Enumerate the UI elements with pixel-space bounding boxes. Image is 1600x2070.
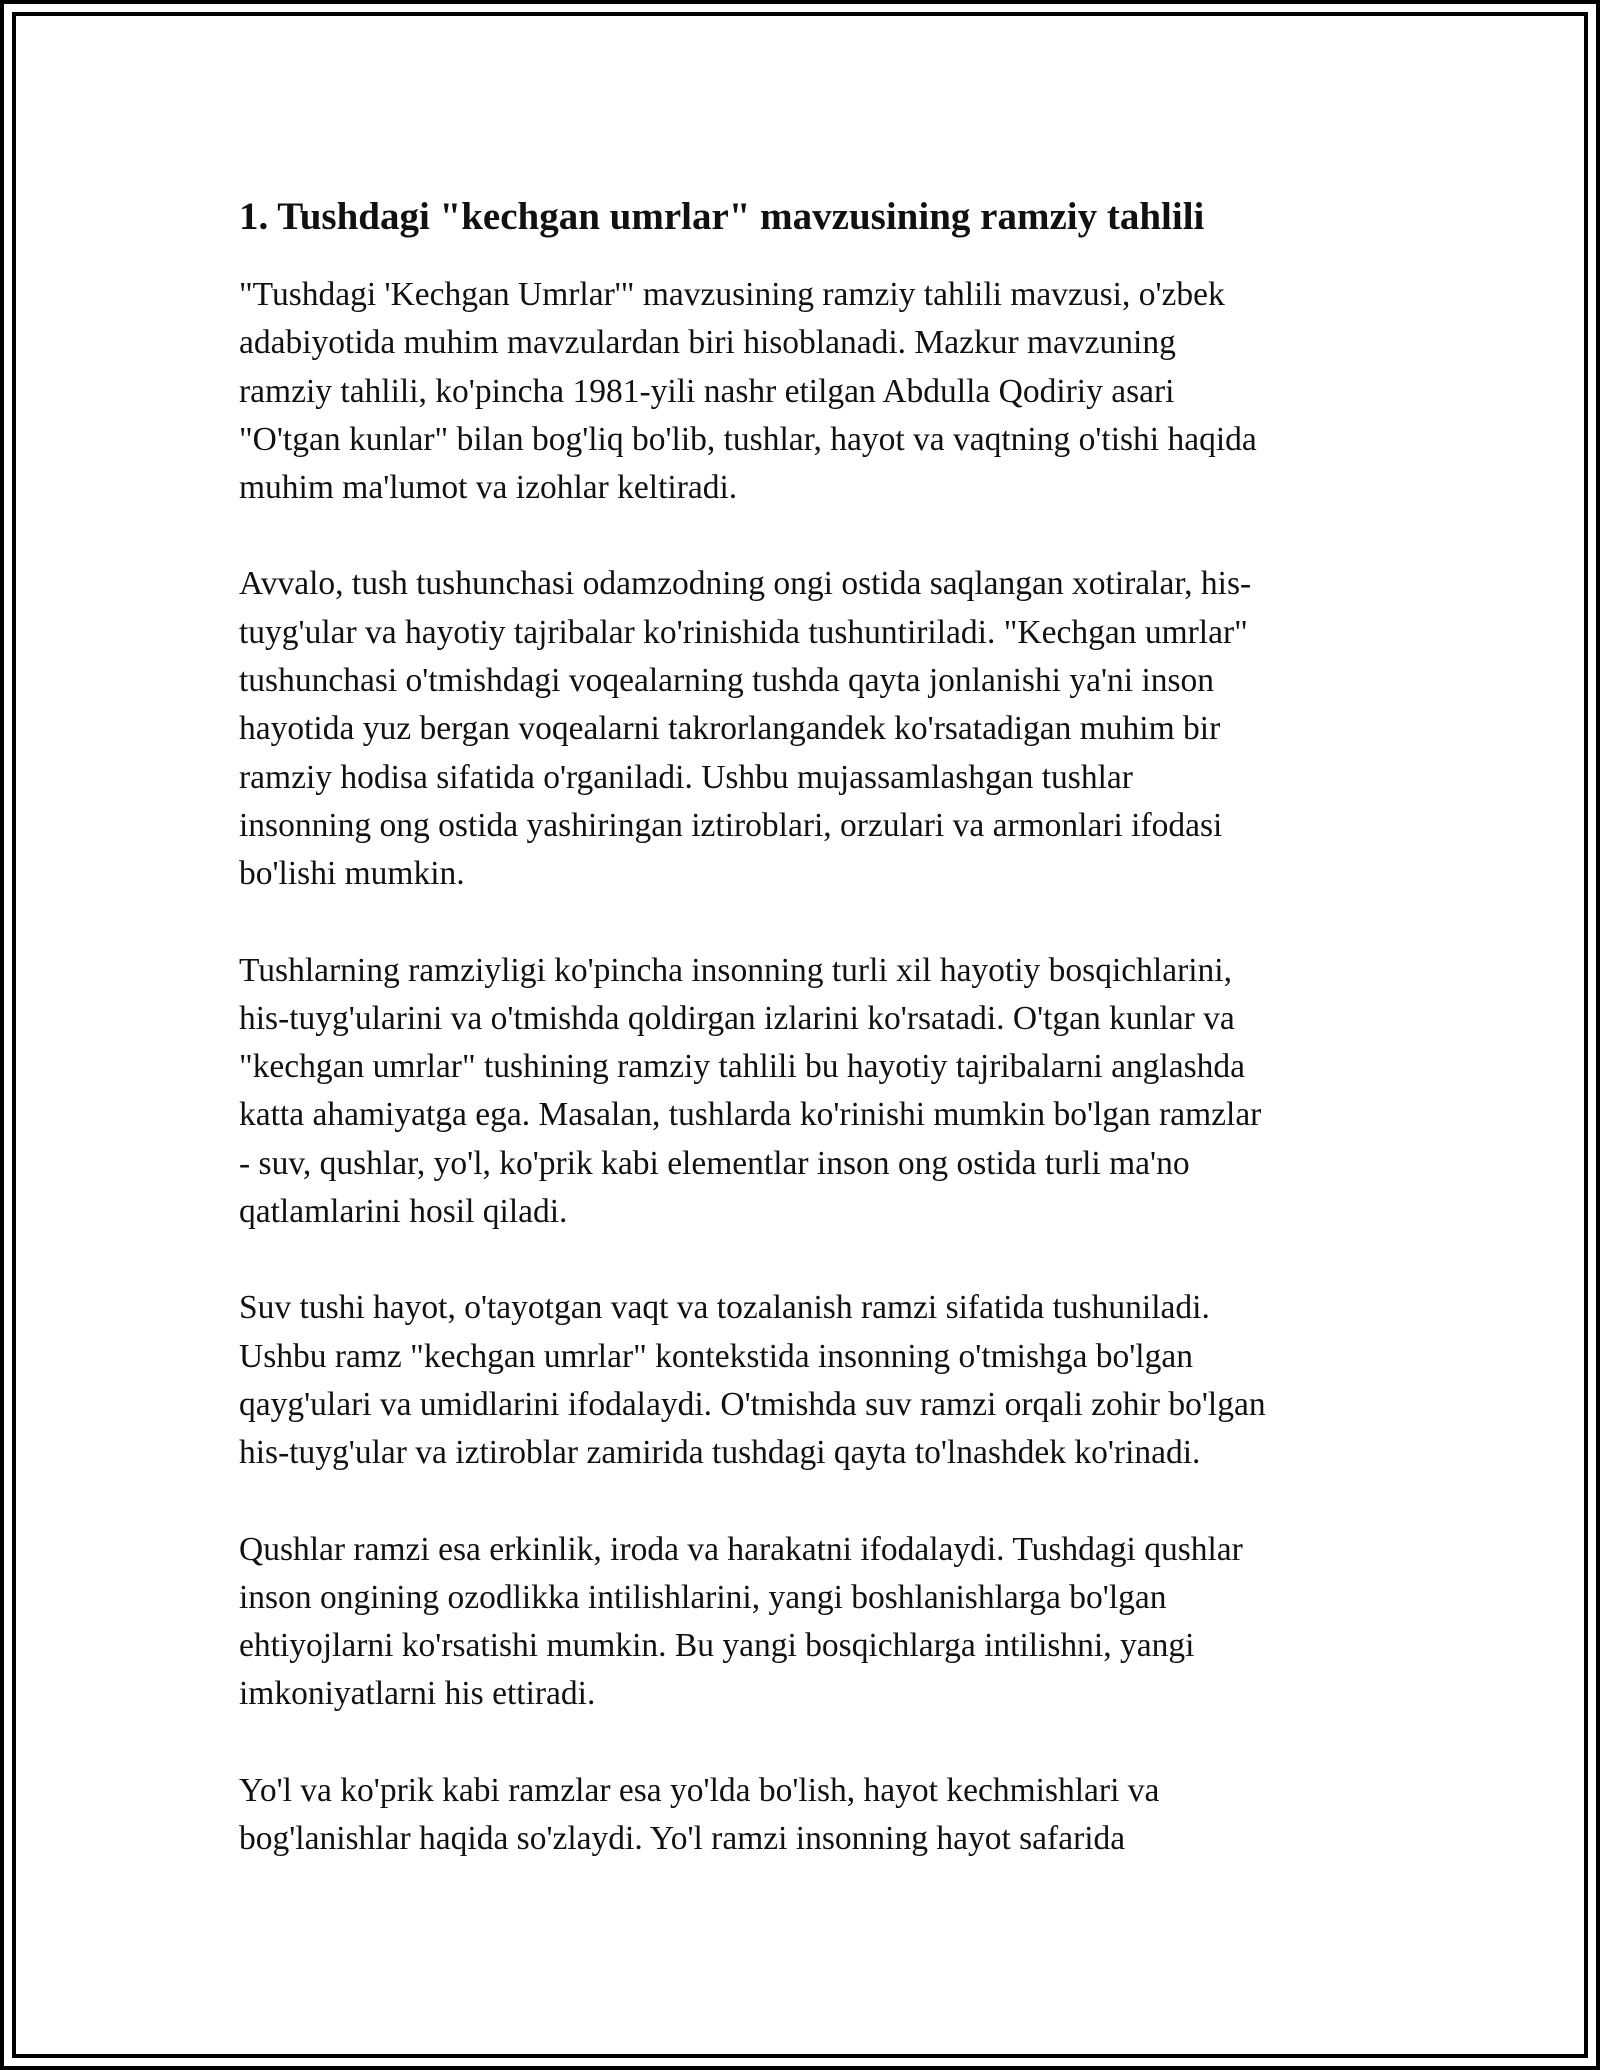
paragraph-5: Qushlar ramzi esa erkinlik, iroda va harakatni ifodalaydi. Tushdagi qushlar inson ongining ozodlikka intilishlarini, yangi boshlanishlarga bo'lgan ehtiyojlarni ko'rsatishi mumkin. Bu yangi bosqichlarga intilishni, yangi imkoniyatlarni his ettiradi. [239,1530,1243,1713]
section-heading: 1. Tushdagi "kechgan umrlar" mavzusining ramziy tahlili [239,195,1205,238]
paragraph-1: "Tushdagi 'Kechgan Umrlar'" mavzusining ramziy tahlili mavzusi, o'zbek adabiyotida muhim mavzulardan biri hisoblanadi. Mazkur mavzuning ramziy tahlili, ko'pincha 1981-yili nashr etilgan Abdulla Qodiriy asari "O'tgan kunlar" bilan bog'liq bo'lib, tushlar, hayot va vaqtning o'tishi haqida muhim ma'lumot va izohlar keltiradi. [239,276,1257,507]
document-body [239,189,1369,1911]
paragraph-2: Avvalo, tush tushunchasi odamzodning ongi ostida saqlangan xotiralar, his- tuyg'ular va hayotiy tajribalar ko'rinishida tushuntiriladi. "Kechgan umrlar" tushunchasi o'tmishdagi voqealarning tushda qayta jonlanishi ya'ni inson hayotida yuz bergan voqealarni takrorlangandek ko'rsatadigan muhim bir ramziy hodisa sifatida o'rganiladi. Ushbu mujassamlashgan tushlar insonning ong ostida yashiringan iztiroblari, orzulari va armonlari ifodasi bo'lishi mumkin. [239,565,1252,893]
paragraph-6: Yo'l va ko'prik kabi ramzlar esa yo'lda bo'lish, hayot kechmishlari va bog'lanishlar haqida so'zlaydi. Yo'l ramzi insonning hayot safarida [239,1771,1160,1858]
paragraph-4: Suv tushi hayot, o'tayotgan vaqt va tozalanish ramzi sifatida tushuniladi. Ushbu ramz "kechgan umrlar" kontekstida insonning o'tmishga bo'lgan qayg'ulari va umidlarini ifodalaydi. O'tmishda suv ramzi orqali zohir bo'lgan his-tuyg'ular va iztiroblar zamirida tushdagi qayta to'lnashdek ko'rinadi. [239,1289,1266,1472]
paragraph-3: Tushlarning ramziyligi ko'pincha insonning turli xil hayotiy bosqichlarini, his-tuyg'ularini va o'tmishda qoldirgan izlarini ko'rsatadi. O'tgan kunlar va "kechgan umrlar" tushining ramziy tahlili bu hayotiy tajribalarni anglashda katta ahamiyatga ega. Masalan, tushlarda ko'rinishi mumkin bo'lgan ramzlar - suv, qushlar, yo'l, ko'prik kabi elementlar inson ong ostida turli ma'no qatlamlarini hosil qiladi. [239,951,1262,1231]
